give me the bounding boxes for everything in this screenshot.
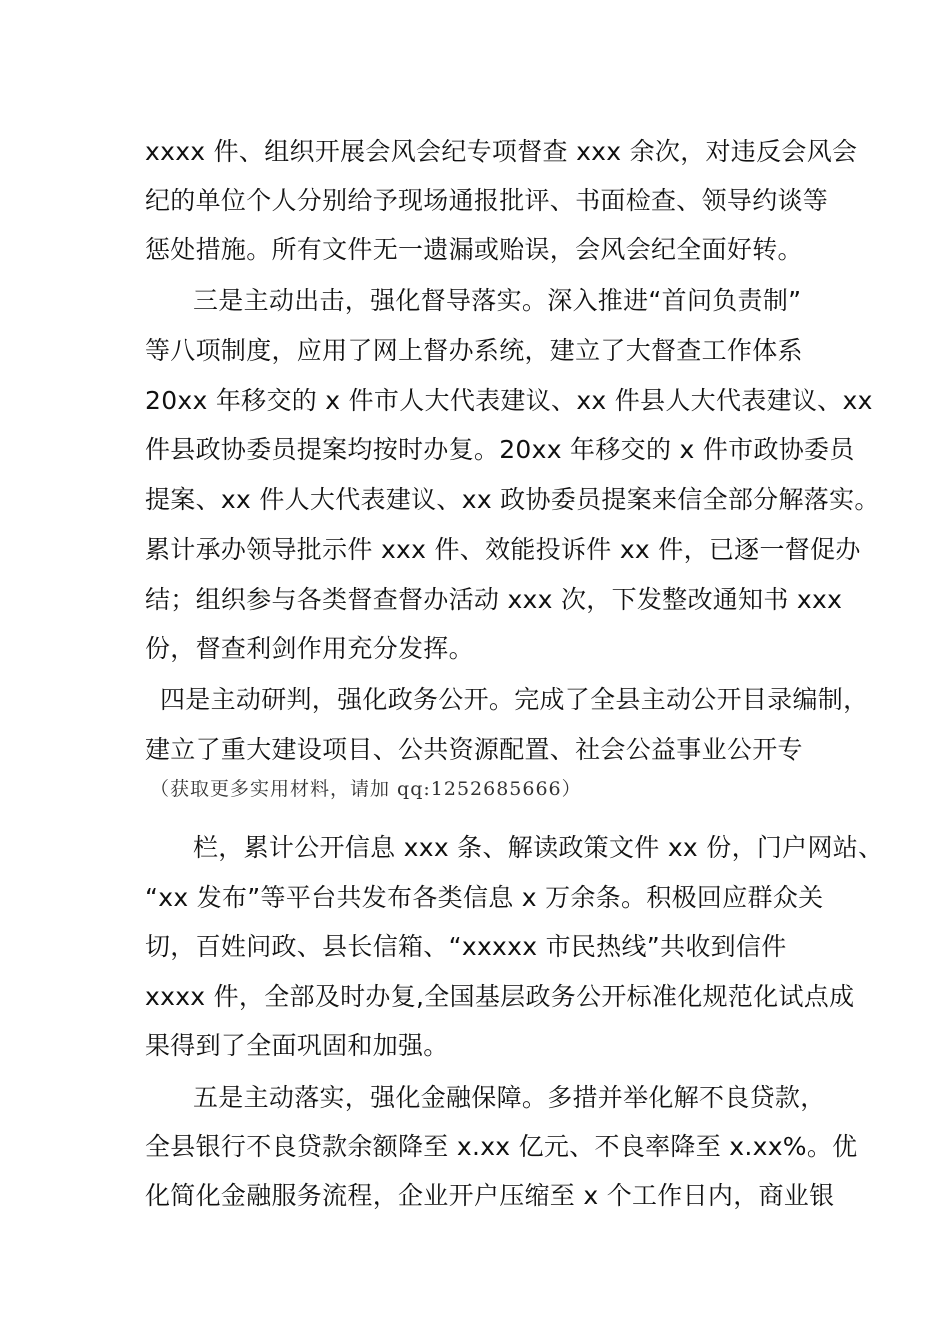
- text-line: “xx 发布”等平台共发布各类信息 x 万余条。积极回应群众关: [145, 883, 824, 912]
- text-line: 件县政协委员提案均按时办复。20xx 年移交的 x 件市政协委员: [145, 435, 855, 464]
- paragraph-start-line: 四是主动研判，强化政务公开。完成了全县主动公开目录编制，: [160, 685, 869, 714]
- text-line: 结；组织参与各类督查督办活动 xxx 次，下发整改通知书 xxx: [145, 585, 843, 614]
- text-line: 切，百姓问政、县长信箱、“xxxxx 市民热线”共收到信件: [145, 932, 787, 961]
- text-line: 纪的单位个人分别给予现场通报批评、书面检查、领导约谈等: [145, 186, 829, 215]
- text-line: 建立了重大建设项目、公共资源配置、社会公益事业公开专: [145, 735, 803, 764]
- text-line: 份，督查利剑作用充分发挥。: [145, 634, 474, 663]
- text-line: 等八项制度，应用了网上督办系统，建立了大督查工作体系: [145, 336, 803, 365]
- text-line: 累计承办领导批示件 xxx 件、效能投诉件 xx 件，已逐一督促办: [145, 535, 861, 564]
- contact-note: （获取更多实用材料，请加 qq:1252685666）: [150, 778, 582, 800]
- text-line: 全县银行不良贷款余额降至 x.xx 亿元、不良率降至 x.xx%。优: [145, 1132, 858, 1161]
- paragraph-start-line: 三是主动出击，强化督导落实。深入推进“首问负责制”: [193, 286, 802, 315]
- text-line: 提案、xx 件人大代表建议、xx 政协委员提案来信全部分解落实。: [145, 485, 880, 514]
- text-line: xxxx 件、组织开展会风会纪专项督查 xxx 余次，对违反会风会: [145, 137, 858, 166]
- text-line: 栏，累计公开信息 xxx 条、解读政策文件 xx 份，门户网站、: [193, 833, 884, 862]
- paragraph-start-line: 五是主动落实，强化金融保障。多措并举化解不良贷款，: [193, 1083, 826, 1112]
- text-line: xxxx 件，全部及时办复,全国基层政务公开标准化规范化试点成: [145, 982, 855, 1011]
- text-line: 果得到了全面巩固和加强。: [145, 1031, 449, 1060]
- text-line: 惩处措施。所有文件无一遗漏或贻误，会风会纪全面好转。: [145, 235, 803, 264]
- text-line: 化简化金融服务流程，企业开户压缩至 x 个工作日内，商业银: [145, 1181, 835, 1210]
- text-line: 20xx 年移交的 x 件市人大代表建议、xx 件县人大代表建议、xx: [145, 386, 873, 415]
